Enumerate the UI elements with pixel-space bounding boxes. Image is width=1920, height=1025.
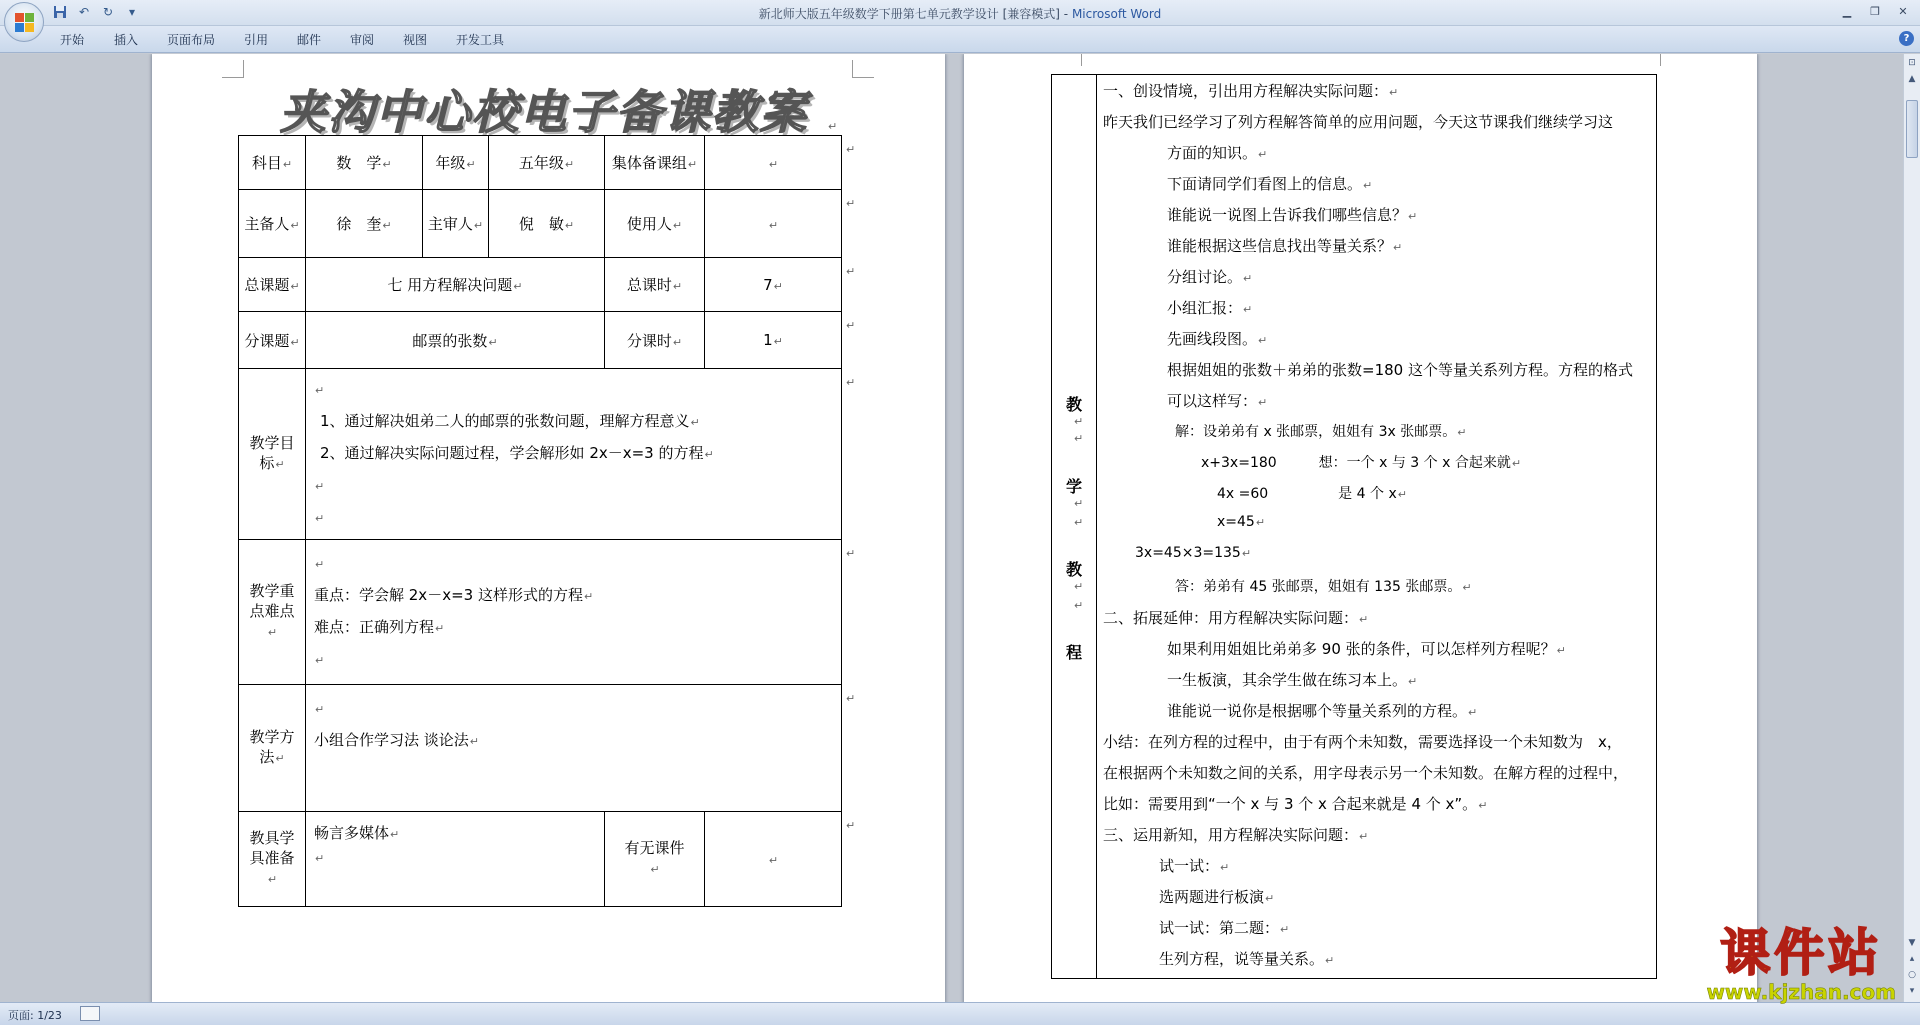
process-line: 方面的知识。↵ [1167, 144, 1268, 162]
page-2 [964, 54, 1757, 1002]
reviewer-label: 主审人 [427, 215, 473, 233]
office-button[interactable] [4, 2, 44, 42]
sub-hours-value-cell[interactable]: 1↵ [705, 312, 842, 369]
document-name: 新北师大版五年级数学下册第七单元教学设计 [兼容模式] [758, 7, 1060, 21]
lead-label-cell: 主备人↵ [239, 190, 306, 258]
sub-topic-label-cell: 分课题↵ [239, 312, 306, 369]
close-icon[interactable]: ✕ [1898, 4, 1908, 18]
row-end-mark: ↵ [846, 692, 856, 705]
keypoints-label: 教学重点难点 [249, 582, 295, 620]
tab-view[interactable]: 视图 [403, 33, 428, 47]
tab-review[interactable]: 审阅 [350, 33, 375, 47]
tab-insert[interactable]: 插入 [114, 33, 139, 47]
grade-label-cell: 年级↵ [423, 136, 489, 190]
group-label: 集体备课组 [611, 154, 687, 172]
sub-topic-label: 分课题 [244, 331, 290, 350]
process-line: 根据姐姐的张数＋弟弟的张数=180 这个等量关系列方程。方程的格式 [1167, 361, 1633, 379]
process-line: 可以这样写：↵ [1167, 392, 1268, 410]
proofing-icon[interactable] [80, 1006, 100, 1021]
goals-label: 教学目标 [249, 434, 295, 472]
user-label-cell: 使用人↵ [605, 190, 705, 258]
total-topic-label-cell: 总课题↵ [239, 258, 306, 312]
paragraph-mark: ↵ [828, 120, 838, 133]
crop-mark [852, 60, 874, 78]
user-label: 使用人 [626, 215, 672, 233]
table-row [239, 369, 842, 540]
courseware-label-cell: 有无课件↵ [605, 812, 705, 907]
process-line: 昨天我们已经学习了列方程解答简单的应用问题，今天这节课我们继续学习这 [1103, 113, 1614, 131]
row-end-mark: ↵ [846, 819, 856, 832]
ribbon-tabs [0, 26, 1920, 53]
select-browse-object-icon[interactable]: ○ [1908, 970, 1916, 980]
tools-cell[interactable]: 畅言多媒体↵ ↵ [306, 812, 605, 907]
row-end-mark: ↵ [846, 197, 856, 210]
process-line: x+3x=180 想：一个 x 与 3 个 x 合起来就↵ [1201, 455, 1522, 471]
document-heading: 夹沟中心校电子备课教案 [280, 85, 808, 139]
process-line: 先画线段图。↵ [1167, 330, 1268, 348]
process-line: 小组汇报：↵ [1167, 299, 1253, 317]
tab-developer[interactable]: 开发工具 [456, 33, 505, 47]
table-row [239, 258, 842, 312]
process-line: 在根据两个未知数之间的关系，用字母表示另一个未知数。在解方程的过程中， [1103, 764, 1629, 782]
process-line: 4x =60 是 4 个 x↵ [1217, 486, 1407, 502]
scroll-thumb[interactable] [1906, 100, 1918, 158]
tools-text: 畅言多媒体 [314, 824, 390, 842]
lesson-info-table [238, 135, 842, 907]
teaching-process-table [1051, 74, 1657, 979]
tools-label-cell: 教具学具准备↵ [239, 812, 306, 907]
process-line: 试一试：第二题：↵ [1159, 919, 1290, 937]
keypoints-cell[interactable]: ↵ 重点：学会解 2x－x=3 这样形式的方程↵ 难点：正确列方程↵ ↵ [306, 540, 842, 685]
row-end-mark: ↵ [846, 376, 856, 389]
process-line: 谁能根据这些信息找出等量关系？↵ [1167, 237, 1403, 255]
row-end-mark: ↵ [846, 265, 856, 278]
total-hours-label: 总课时 [626, 276, 672, 294]
process-line: 解：设弟弟有 x 张邮票，姐姐有 3x 张邮票。↵ [1175, 424, 1467, 440]
process-line: 二、拓展延伸：用方程解决实际问题：↵ [1103, 609, 1369, 627]
user-value-cell[interactable]: ↵ [705, 190, 842, 258]
reviewer-value: 倪 敏 [518, 215, 564, 233]
row-end-mark: ↵ [846, 547, 856, 560]
keypoint-item: 难点：正确列方程 [314, 618, 435, 636]
maximize-icon[interactable]: ❐ [1870, 4, 1880, 18]
document-workspace [0, 54, 1903, 1002]
grade-value: 五年级 [518, 154, 564, 172]
process-line: 下面请同学们看图上的信息。↵ [1167, 175, 1373, 193]
process-line: 答：弟弟有 45 张邮票，姐姐有 135 张邮票。↵ [1175, 579, 1472, 595]
process-line: 一生板演，其余学生做在练习本上。↵ [1167, 671, 1418, 689]
courseware-value-cell[interactable]: ↵ [705, 812, 842, 907]
row-end-mark: ↵ [846, 143, 856, 156]
process-line: 小结：在列方程的过程中，由于有两个未知数，需要选择设一个未知数为 x， [1103, 733, 1622, 751]
total-topic-value-cell[interactable]: 七 用方程解决问题↵ [306, 258, 605, 312]
grade-value-cell[interactable]: 五年级↵ [489, 136, 605, 190]
total-hours-label-cell: 总课时↵ [605, 258, 705, 312]
process-line: 一、创设情境，引出用方程解决实际问题：↵ [1103, 82, 1399, 100]
table-row [239, 540, 842, 685]
app-name: Microsoft Word [1071, 7, 1162, 21]
watermark-brand: 课件站 [1720, 924, 1883, 982]
subject-label: 科目 [251, 154, 282, 172]
process-line: 谁能说一说图上告诉我们哪些信息？↵ [1167, 206, 1418, 224]
crop-mark [1660, 54, 1682, 66]
process-line: 生列方程，说等量关系。↵ [1159, 950, 1335, 968]
process-label-char: 学 [1066, 477, 1083, 496]
sub-hours-label-cell: 分课时↵ [605, 312, 705, 369]
tab-references[interactable]: 引用 [244, 33, 269, 47]
sub-hours-label: 分课时 [626, 331, 672, 350]
process-line: 分组讨论。↵ [1167, 268, 1253, 286]
next-page-icon[interactable]: ▾ [1909, 986, 1915, 996]
methods-text: 小组合作学习法 谈论法 [314, 731, 469, 749]
process-line: 比如：需要用到“一个 x 与 3 个 x 合起来就是 4 个 x”。↵ [1103, 795, 1488, 813]
process-label-char: 教 [1066, 395, 1083, 414]
process-line: 谁能说一说你是根据哪个等量关系列的方程。↵ [1167, 702, 1478, 720]
grade-label: 年级 [435, 154, 466, 172]
window-controls [1834, 2, 1916, 20]
lead-value: 徐 奎 [336, 215, 382, 233]
crop-mark [1060, 54, 1082, 66]
methods-label-cell: 教学方法↵ [239, 685, 306, 812]
tab-page-layout[interactable]: 页面布局 [167, 33, 216, 47]
undo-icon[interactable]: ↶ [78, 5, 90, 19]
keypoints-label-cell: 教学重点难点↵ [239, 540, 306, 685]
total-hours-value: 7 [763, 275, 773, 294]
group-label-cell: 集体备课组↵ [605, 136, 705, 190]
scroll-down-icon[interactable]: ▼ [1908, 938, 1916, 948]
crop-mark [222, 60, 244, 78]
methods-cell[interactable]: ↵ 小组合作学习法 谈论法↵ [306, 685, 842, 812]
subject-label-cell: 科目↵ [239, 136, 306, 190]
help-icon[interactable]: ? [1899, 31, 1914, 46]
goals-cell[interactable]: ↵ 1、通过解决姐弟二人的邮票的张数问题，理解方程意义↵ 2、通过解决实际问题过程，学会解形如 2x－x=3 的方程↵ ↵ ↵ [306, 369, 842, 540]
process-line: 如果利用姐姐比弟弟多 90 张的条件，可以怎样列方程呢？↵ [1167, 640, 1566, 658]
total-hours-value-cell[interactable]: 7↵ [705, 258, 842, 312]
tab-home[interactable]: 开始 [60, 33, 85, 47]
page-indicator[interactable]: 页面: 1/23 [8, 1009, 62, 1022]
sub-topic-value: 邮票的张数 [412, 331, 488, 350]
process-label-column: 教 ↵ ↵ 学 ↵ ↵ 教 ↵ ↵ 程 [1052, 75, 1097, 978]
customize-qat-icon[interactable]: ▾ [128, 5, 136, 19]
goal-item: 1、通过解决姐弟二人的邮票的张数问题，理解方程意义 [320, 412, 690, 430]
reviewer-label-cell: 主审人↵ [423, 190, 489, 258]
table-row [239, 312, 842, 369]
status-bar [0, 1002, 1920, 1025]
redo-icon[interactable]: ↻ [102, 5, 114, 19]
office-logo-icon [15, 13, 35, 33]
courseware-label: 有无课件 [624, 839, 685, 857]
site-watermark [1706, 926, 1896, 1004]
ruler-toggle-icon[interactable]: ⊡ [1908, 58, 1916, 68]
subject-value: 数 学 [336, 154, 382, 172]
goal-item: 2、通过解决实际问题过程，学会解形如 2x－x=3 的方程 [320, 444, 704, 462]
window-title [0, 5, 1920, 22]
sub-hours-value: 1 [763, 331, 773, 349]
page-1 [152, 54, 945, 1002]
table-row [239, 136, 842, 190]
title-bar [0, 0, 1920, 26]
vertical-scrollbar[interactable] [1903, 54, 1920, 1002]
process-line: 选两题进行板演↵ [1159, 888, 1275, 906]
process-line: 3x=45×3=135↵ [1135, 545, 1252, 561]
process-line: x=45↵ [1217, 514, 1266, 530]
process-label-char: 程 [1066, 643, 1083, 662]
lead-value-cell[interactable]: 徐 奎↵ [306, 190, 423, 258]
reviewer-value-cell[interactable]: 倪 敏↵ [489, 190, 605, 258]
title-separator: - [1059, 7, 1072, 21]
subject-value-cell[interactable]: 数 学↵ [306, 136, 423, 190]
group-value-cell[interactable]: ↵ [705, 136, 842, 190]
watermark-url: www.kjzhan.com [1706, 980, 1896, 1004]
goals-label-cell: 教学目标↵ [239, 369, 306, 540]
lead-label: 主备人 [244, 215, 290, 233]
process-line: 三、运用新知，用方程解决实际问题：↵ [1103, 826, 1369, 844]
row-end-mark: ↵ [846, 319, 856, 332]
scroll-up-icon[interactable]: ▲ [1908, 74, 1916, 84]
table-row [239, 812, 842, 907]
process-label-char: 教 [1066, 560, 1083, 579]
total-topic-label: 总课题 [244, 276, 290, 294]
total-topic-value: 七 用方程解决问题 [387, 276, 513, 294]
tools-label: 教具学具准备 [249, 829, 295, 867]
methods-label: 教学方法 [249, 728, 295, 766]
keypoint-item: 重点：学会解 2x－x=3 这样形式的方程 [314, 586, 583, 604]
table-row [239, 685, 842, 812]
tab-mailings[interactable]: 邮件 [297, 33, 322, 47]
process-line: 试一试：↵ [1159, 857, 1230, 875]
table-row [239, 190, 842, 258]
previous-page-icon[interactable]: ▴ [1909, 954, 1915, 964]
sub-topic-value-cell[interactable]: 邮票的张数↵ [306, 312, 605, 369]
minimize-icon[interactable]: ▁ [1842, 4, 1852, 18]
